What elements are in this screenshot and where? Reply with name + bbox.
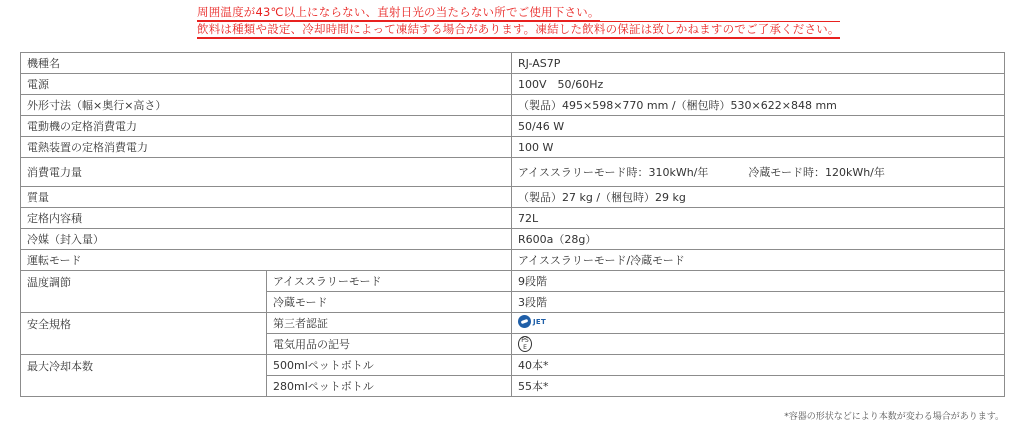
row-label: 質量 [21,187,512,208]
row-label: 電源 [21,74,512,95]
table-row [21,187,1005,208]
table-row [21,355,1005,376]
row-label: 定格内容積 [21,208,512,229]
row-value: 9段階 [512,271,1005,292]
row-label: 外形寸法（幅×奥行×高さ） [21,95,512,116]
row-sublabel: 500mlペットボトル [267,355,512,376]
row-sublabel: 第三者認証 [267,313,512,334]
table-row [21,95,1005,116]
row-sublabel: 冷蔵モード [267,292,512,313]
row-value: 55本* [512,376,1005,397]
row-value: アイススラリーモード/冷蔵モード [512,250,1005,271]
row-label: 冷媒（封入量） [21,229,512,250]
row-value: 100V 50/60Hz [512,74,1005,95]
spec-table [20,52,1005,397]
row-label: 最大冷却本数 [21,355,267,397]
row-sublabel: 280mlペットボトル [267,376,512,397]
notice-line-2: 飲料は種類や設定、冷却時間によって凍結する場合があります。凍結した飲料の保証は致しかねますのでご了承ください。 [197,22,840,36]
row-value: 50/46 W [512,116,1005,137]
table-row [21,137,1005,158]
notice-line-1: 周囲温度が43℃以上にならない、直射日光の当たらない所でご使用下さい。 [197,5,600,19]
row-label: 電動機の定格消費電力 [21,116,512,137]
row-value: （製品）495×598×770 mm /（梱包時）530×622×848 mm [512,95,1005,116]
table-row [21,158,1005,187]
table-row [21,313,1005,334]
row-sublabel: アイススラリーモード [267,271,512,292]
table-row [21,229,1005,250]
row-value: 72L [512,208,1005,229]
pse-mark-icon: PS E [518,336,532,352]
row-value: 3段階 [512,292,1005,313]
row-value: R600a（28g） [512,229,1005,250]
jet-mark-icon: JET [518,315,546,328]
row-sublabel: 電気用品の記号 [267,334,512,355]
row-label: 消費電力量 [21,158,512,187]
table-row [21,271,1005,292]
row-value: RJ-AS7P [512,53,1005,74]
row-label: 電熱装置の定格消費電力 [21,137,512,158]
row-label: 運転モード [21,250,512,271]
energy-ice-value: アイススラリーモード時：310kWh/年 [518,166,709,179]
table-row [21,53,1005,74]
row-label: 安全規格 [21,313,267,355]
row-value [512,158,1005,187]
row-value: 40本* [512,355,1005,376]
row-label: 機種名 [21,53,512,74]
row-value [512,313,1005,334]
row-value [512,334,1005,355]
table-row [21,74,1005,95]
row-label: 温度調節 [21,271,267,313]
row-value: （製品）27 kg /（梱包時）29 kg [512,187,1005,208]
table-row [21,250,1005,271]
table-row [21,116,1005,137]
footnote: *容器の形状などにより本数が変わる場合があります。 [784,412,1004,422]
row-value: 100 W [512,137,1005,158]
warning-notice [197,5,840,39]
energy-cold-value: 冷蔵モード時：120kWh/年 [748,166,885,179]
table-row [21,208,1005,229]
